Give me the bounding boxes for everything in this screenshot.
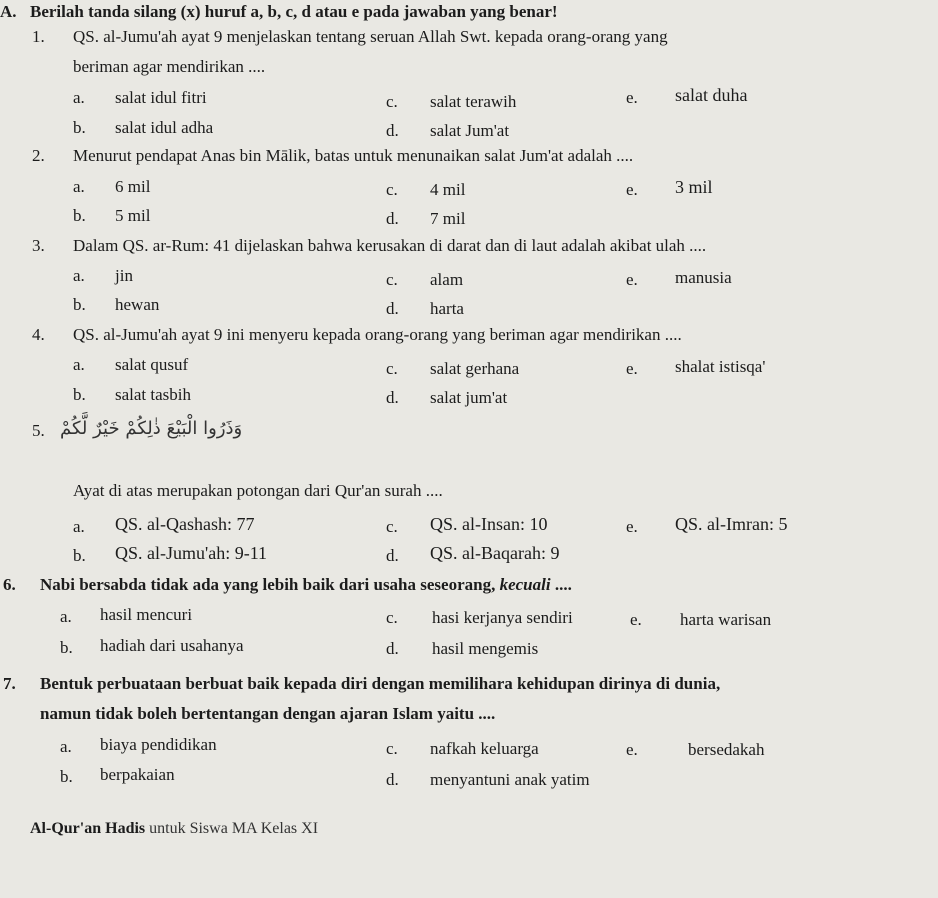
question-6-option-a-letter[interactable]: a. [60, 607, 72, 626]
question-2-option-a-text[interactable]: 6 mil [115, 177, 151, 196]
question-6-text [40, 575, 572, 595]
question-7-option-a-text[interactable]: biaya pendidikan [100, 735, 217, 754]
question-1-option-c-letter[interactable]: c. [386, 92, 398, 111]
question-4-option-c-text[interactable]: salat gerhana [430, 359, 520, 378]
question-4-option-e-text[interactable]: shalat istisqa' [675, 357, 766, 376]
question-6-option-d-letter[interactable]: d. [386, 639, 399, 658]
book-footer-title: Al-Qur'an Hadis [30, 820, 146, 837]
question-1-number: 1. [32, 27, 45, 46]
question-2-option-a-letter[interactable]: a. [73, 177, 85, 196]
question-6-text-end: .... [550, 575, 572, 594]
question-3-option-c-text[interactable]: alam [430, 270, 464, 289]
question-1-option-b-text[interactable]: salat idul adha [115, 118, 214, 137]
question-5-option-c-letter[interactable]: c. [386, 517, 398, 536]
question-6-option-c-letter[interactable]: c. [386, 608, 398, 627]
question-5-option-a-text[interactable]: QS. al-Qashash: 77 [115, 514, 255, 534]
question-4-option-c-letter[interactable]: c. [386, 359, 398, 378]
question-5-option-d-text[interactable]: QS. al-Baqarah: 9 [430, 543, 560, 563]
question-1-option-d-letter[interactable]: d. [386, 121, 399, 140]
question-4-option-a-letter[interactable]: a. [73, 355, 85, 374]
question-1-option-a-text[interactable]: salat idul fitri [115, 88, 207, 107]
question-1-option-d-text[interactable]: salat Jum'at [430, 121, 510, 140]
question-7-option-e-text[interactable]: bersedakah [688, 740, 765, 759]
question-4-option-e-letter[interactable]: e. [626, 359, 638, 378]
question-6-option-d-text[interactable]: hasil mengemis [432, 639, 539, 658]
question-5-option-e-text[interactable]: QS. al-Imran: 5 [675, 514, 788, 534]
question-3-option-d-letter[interactable]: d. [386, 299, 399, 318]
question-3-option-b-letter[interactable]: b. [73, 295, 86, 314]
question-3-text: Dalam QS. ar-Rum: 41 dijelaskan bahwa kerusakan di darat dan di laut adalah akibat ulah .... [73, 236, 707, 255]
question-5-option-d-letter[interactable]: d. [386, 546, 399, 565]
question-2-option-b-text[interactable]: 5 mil [115, 206, 151, 225]
question-5-text: Ayat di atas merupakan potongan dari Qur'an surah .... [73, 481, 443, 500]
question-6-option-b-text[interactable]: hadiah dari usahanya [100, 636, 244, 655]
question-6-text-italic: kecuali [499, 575, 551, 594]
question-7-option-d-letter[interactable]: d. [386, 770, 399, 789]
question-3-option-b-text[interactable]: hewan [115, 295, 160, 314]
question-7-text-line2: namun tidak boleh bertentangan dengan ajaran Islam yaitu .... [40, 704, 496, 723]
question-7-option-c-letter[interactable]: c. [386, 739, 398, 758]
question-7-option-e-letter[interactable]: e. [626, 740, 638, 759]
question-1-text-line1: QS. al-Jumu'ah ayat 9 menjelaskan tentang seruan Allah Swt. kepada orang-orang yang [73, 27, 668, 46]
question-3-option-a-letter[interactable]: a. [73, 266, 85, 285]
question-2-option-d-text[interactable]: 7 mil [430, 209, 466, 228]
question-2-text: Menurut pendapat Anas bin Mālik, batas untuk menunaikan salat Jum'at adalah .... [73, 146, 634, 165]
question-1-option-b-letter[interactable]: b. [73, 118, 86, 137]
question-5-number: 5. [32, 421, 45, 440]
question-4-option-d-letter[interactable]: d. [386, 388, 399, 407]
book-footer [30, 820, 318, 838]
question-4-option-b-text[interactable]: salat tasbih [115, 385, 192, 404]
question-7-text-line1: Bentuk perbuataan berbuat baik kepada diri dengan memilihara kehidupan dirinya di dunia, [40, 674, 721, 693]
question-4-number: 4. [32, 325, 45, 344]
question-3-option-a-text[interactable]: jin [115, 266, 133, 285]
question-7-option-a-letter[interactable]: a. [60, 737, 72, 756]
question-2-option-e-letter[interactable]: e. [626, 180, 638, 199]
question-3-option-e-text[interactable]: manusia [675, 268, 732, 287]
question-2-option-c-letter[interactable]: c. [386, 180, 398, 199]
question-2-option-e-text[interactable]: 3 mil [675, 177, 713, 197]
question-2-number: 2. [32, 146, 45, 165]
question-6-number: 6. [3, 575, 16, 594]
question-3-option-e-letter[interactable]: e. [626, 270, 638, 289]
question-1-option-e-letter[interactable]: e. [626, 88, 638, 107]
question-4-option-b-letter[interactable]: b. [73, 385, 86, 404]
question-5-option-c-text[interactable]: QS. al-Insan: 10 [430, 514, 548, 534]
question-4-option-d-text[interactable]: salat jum'at [430, 388, 508, 407]
question-5-option-b-text[interactable]: QS. al-Jumu'ah: 9-11 [115, 543, 268, 563]
question-6-option-b-letter[interactable]: b. [60, 638, 73, 657]
question-2-option-d-letter[interactable]: d. [386, 209, 399, 228]
question-4-option-a-text[interactable]: salat qusuf [115, 355, 189, 374]
question-6-option-a-text[interactable]: hasil mencuri [100, 605, 193, 624]
question-7-number: 7. [3, 674, 16, 693]
question-5-option-a-letter[interactable]: a. [73, 517, 85, 536]
question-6-option-e-text[interactable]: harta warisan [680, 610, 772, 629]
question-7-option-b-text[interactable]: berpakaian [100, 765, 175, 784]
question-7-option-c-text[interactable]: nafkah keluarga [430, 739, 539, 758]
question-4-text: QS. al-Jumu'ah ayat 9 ini menyeru kepada orang-orang yang beriman agar mendirikan .... [73, 325, 682, 344]
question-1-text-line2: beriman agar mendirikan .... [73, 57, 266, 76]
question-5-arabic-verse: وَذَرُوا الْبَيْعَ ذٰلِكُمْ خَيْرٌ لَّكُمْ [60, 418, 243, 439]
question-2-option-c-text[interactable]: 4 mil [430, 180, 466, 199]
question-6-option-c-text[interactable]: hasi kerjanya sendiri [432, 608, 573, 627]
question-6-option-e-letter[interactable]: e. [630, 610, 642, 629]
question-1-option-a-letter[interactable]: a. [73, 88, 85, 107]
book-footer-subtitle: untuk Siswa MA Kelas XI [145, 820, 319, 837]
question-2-option-b-letter[interactable]: b. [73, 206, 86, 225]
question-1-option-e-text[interactable]: salat duha [675, 85, 748, 105]
question-1-option-c-text[interactable]: salat terawih [430, 92, 517, 111]
instruction-marker: A. [0, 2, 17, 21]
question-5-option-e-letter[interactable]: e. [626, 517, 638, 536]
question-3-number: 3. [32, 236, 45, 255]
question-5-option-b-letter[interactable]: b. [73, 546, 86, 565]
question-3-option-c-letter[interactable]: c. [386, 270, 398, 289]
question-6-text-main: Nabi bersabda tidak ada yang lebih baik dari usaha seseorang, [40, 575, 500, 594]
question-7-option-b-letter[interactable]: b. [60, 767, 73, 786]
question-3-option-d-text[interactable]: harta [430, 299, 464, 318]
question-7-option-d-text[interactable]: menyantuni anak yatim [430, 770, 590, 789]
instruction-text: Berilah tanda silang (x) huruf a, b, c, d atau e pada jawaban yang benar! [30, 2, 558, 21]
